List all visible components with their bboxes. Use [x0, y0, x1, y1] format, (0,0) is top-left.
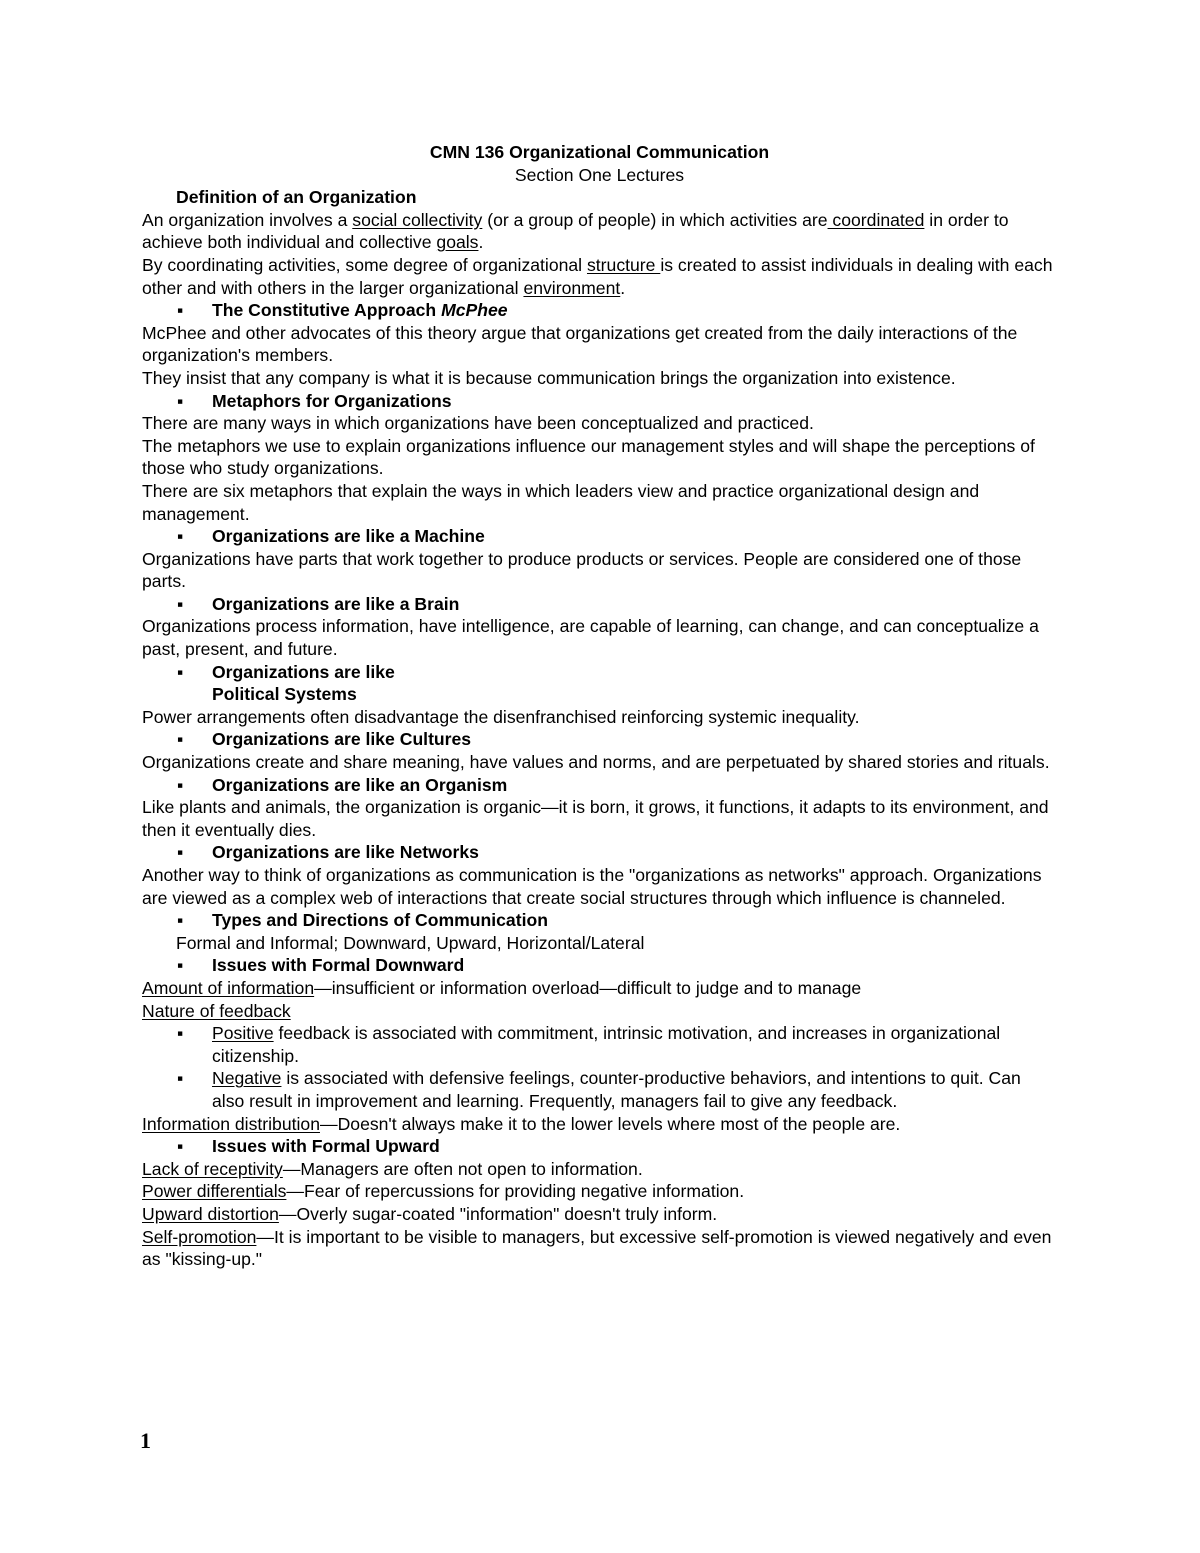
term-goals: goals	[436, 232, 479, 253]
downward-heading: ▪ Issues with Formal Downward	[177, 955, 465, 976]
bullet-icon: ▪	[177, 910, 184, 931]
cultures-text: Organizations create and share meaning, have values and norms, and are perpetuated by shared stories and rituals.	[142, 752, 1050, 773]
brain-heading: ▪ Organizations are like a Brain	[177, 593, 460, 614]
term-social-collectivity: social collectivity	[352, 209, 483, 230]
constitutive-paragraph-1: McPhee and other advocates of this theory argue that organizations get created from the daily interactions of the organization's members.	[142, 322, 1018, 366]
information-distribution-line: Information distribution—Doesn't always make it to the lower levels where most of the people are.	[142, 1113, 901, 1134]
political-text: Power arrangements often disadvantage the disenfranchised reinforcing systemic inequality.	[142, 706, 860, 727]
bullet-icon: ▪	[177, 842, 184, 863]
bullet-icon: ▪	[177, 526, 184, 547]
bullet-icon: ▪	[177, 774, 184, 795]
political-heading: ▪ Organizations are like Political Systems	[177, 661, 395, 705]
term-environment: environment	[523, 277, 621, 298]
bullet-icon: ▪	[177, 955, 184, 976]
machine-text: Organizations have parts that work together to produce products or services. People are considered one of those parts.	[142, 548, 1022, 592]
document-body	[142, 141, 1057, 1271]
definition-heading: Definition of an Organization	[176, 187, 417, 208]
bullet-icon: ▪	[177, 661, 184, 682]
networks-text: Another way to think of organizations as communication is the "organizations as networks" approach. Organizations are viewed as a complex web of interactions that create social structures through which influence is channeled.	[142, 865, 1042, 908]
upward-heading: ▪ Issues with Formal Upward	[177, 1136, 440, 1157]
mcphee-label: McPhee	[441, 300, 508, 321]
metaphors-heading: ▪ Metaphors for Organizations	[177, 390, 452, 411]
networks-heading: ▪ Organizations are like Networks	[177, 842, 479, 863]
constitutive-paragraph-2: They insist that any company is what it is because communication brings the organization into existence.	[142, 367, 956, 388]
positive-feedback-item: ▪ Positive feedback is associated with commitment, intrinsic motivation, and increases in organizational citizenship.	[177, 1023, 1001, 1066]
bullet-icon: ▪	[177, 1068, 184, 1089]
metaphors-paragraph-2: The metaphors we use to explain organizations influence our management styles and will shape the perceptions of those who study organizations.	[142, 435, 1035, 479]
term-structure: structure	[586, 254, 661, 275]
negative-feedback-item: ▪ Negative is associated with defensive feelings, counter-productive behaviors, and intentions to quit. Can also result in improvement and learning. Frequently, managers fail to give any feedback.	[177, 1068, 1021, 1111]
self-promotion-line: Self-promotion—It is important to be visible to managers, but excessive self-promotion is viewed negatively and even as "kissing-up."	[142, 1226, 1052, 1270]
document-subtitle: Section One Lectures	[514, 164, 685, 185]
lack-of-receptivity-line: Lack of receptivity—Managers are often not open to information.	[142, 1158, 643, 1179]
definition-paragraph-2: By coordinating activities, some degree of organizational structure is created to assist individuals in dealing with each other and with others in the larger organizational environment.	[142, 254, 1053, 298]
nature-of-feedback-line: Nature of feedback	[142, 1000, 291, 1021]
brain-text: Organizations process information, have intelligence, are capable of learning, can change, and can conceptualize a past, present, and future.	[142, 616, 1039, 660]
bullet-icon: ▪	[177, 593, 184, 614]
organism-text: Like plants and animals, the organization is organic—it is born, it grows, it functions, it adapts to its environment, and then it eventually dies.	[142, 797, 1049, 840]
bullet-icon: ▪	[177, 1136, 184, 1157]
amount-of-information-line: Amount of information—insufficient or information overload—difficult to judge and to manage	[142, 977, 862, 998]
cultures-heading: ▪ Organizations are like Cultures	[177, 729, 472, 750]
document-title: CMN 136 Organizational Communication	[429, 142, 770, 162]
power-differentials-line: Power differentials—Fear of repercussions for providing negative information.	[142, 1181, 745, 1202]
types-heading: ▪ Types and Directions of Communication	[177, 910, 548, 931]
machine-heading: ▪ Organizations are like a Machine	[177, 526, 485, 547]
organism-heading: ▪ Organizations are like an Organism	[177, 774, 508, 795]
bullet-icon: ▪	[177, 300, 184, 321]
bullet-icon: ▪	[177, 1023, 184, 1044]
term-coordinated: coordinated	[827, 209, 925, 230]
bullet-icon: ▪	[177, 390, 184, 411]
page-number: 1	[140, 1428, 151, 1453]
bullet-icon: ▪	[177, 729, 184, 750]
upward-distortion-line: Upward distortion—Overly sugar-coated "information" doesn't truly inform.	[142, 1203, 718, 1224]
constitutive-heading: ▪ The Constitutive Approach McPhee	[177, 300, 508, 321]
types-text: Formal and Informal; Downward, Upward, Horizontal/Lateral	[176, 932, 645, 953]
definition-paragraph-1: An organization involves a social collectivity (or a group of people) in which activities are coordinated in order to achieve both individual and collective goals.	[142, 209, 1009, 253]
metaphors-paragraph-3: There are six metaphors that explain the ways in which leaders view and practice organizational design and management.	[142, 480, 980, 524]
metaphors-paragraph-1: There are many ways in which organizations have been conceptualized and practiced.	[142, 413, 814, 434]
